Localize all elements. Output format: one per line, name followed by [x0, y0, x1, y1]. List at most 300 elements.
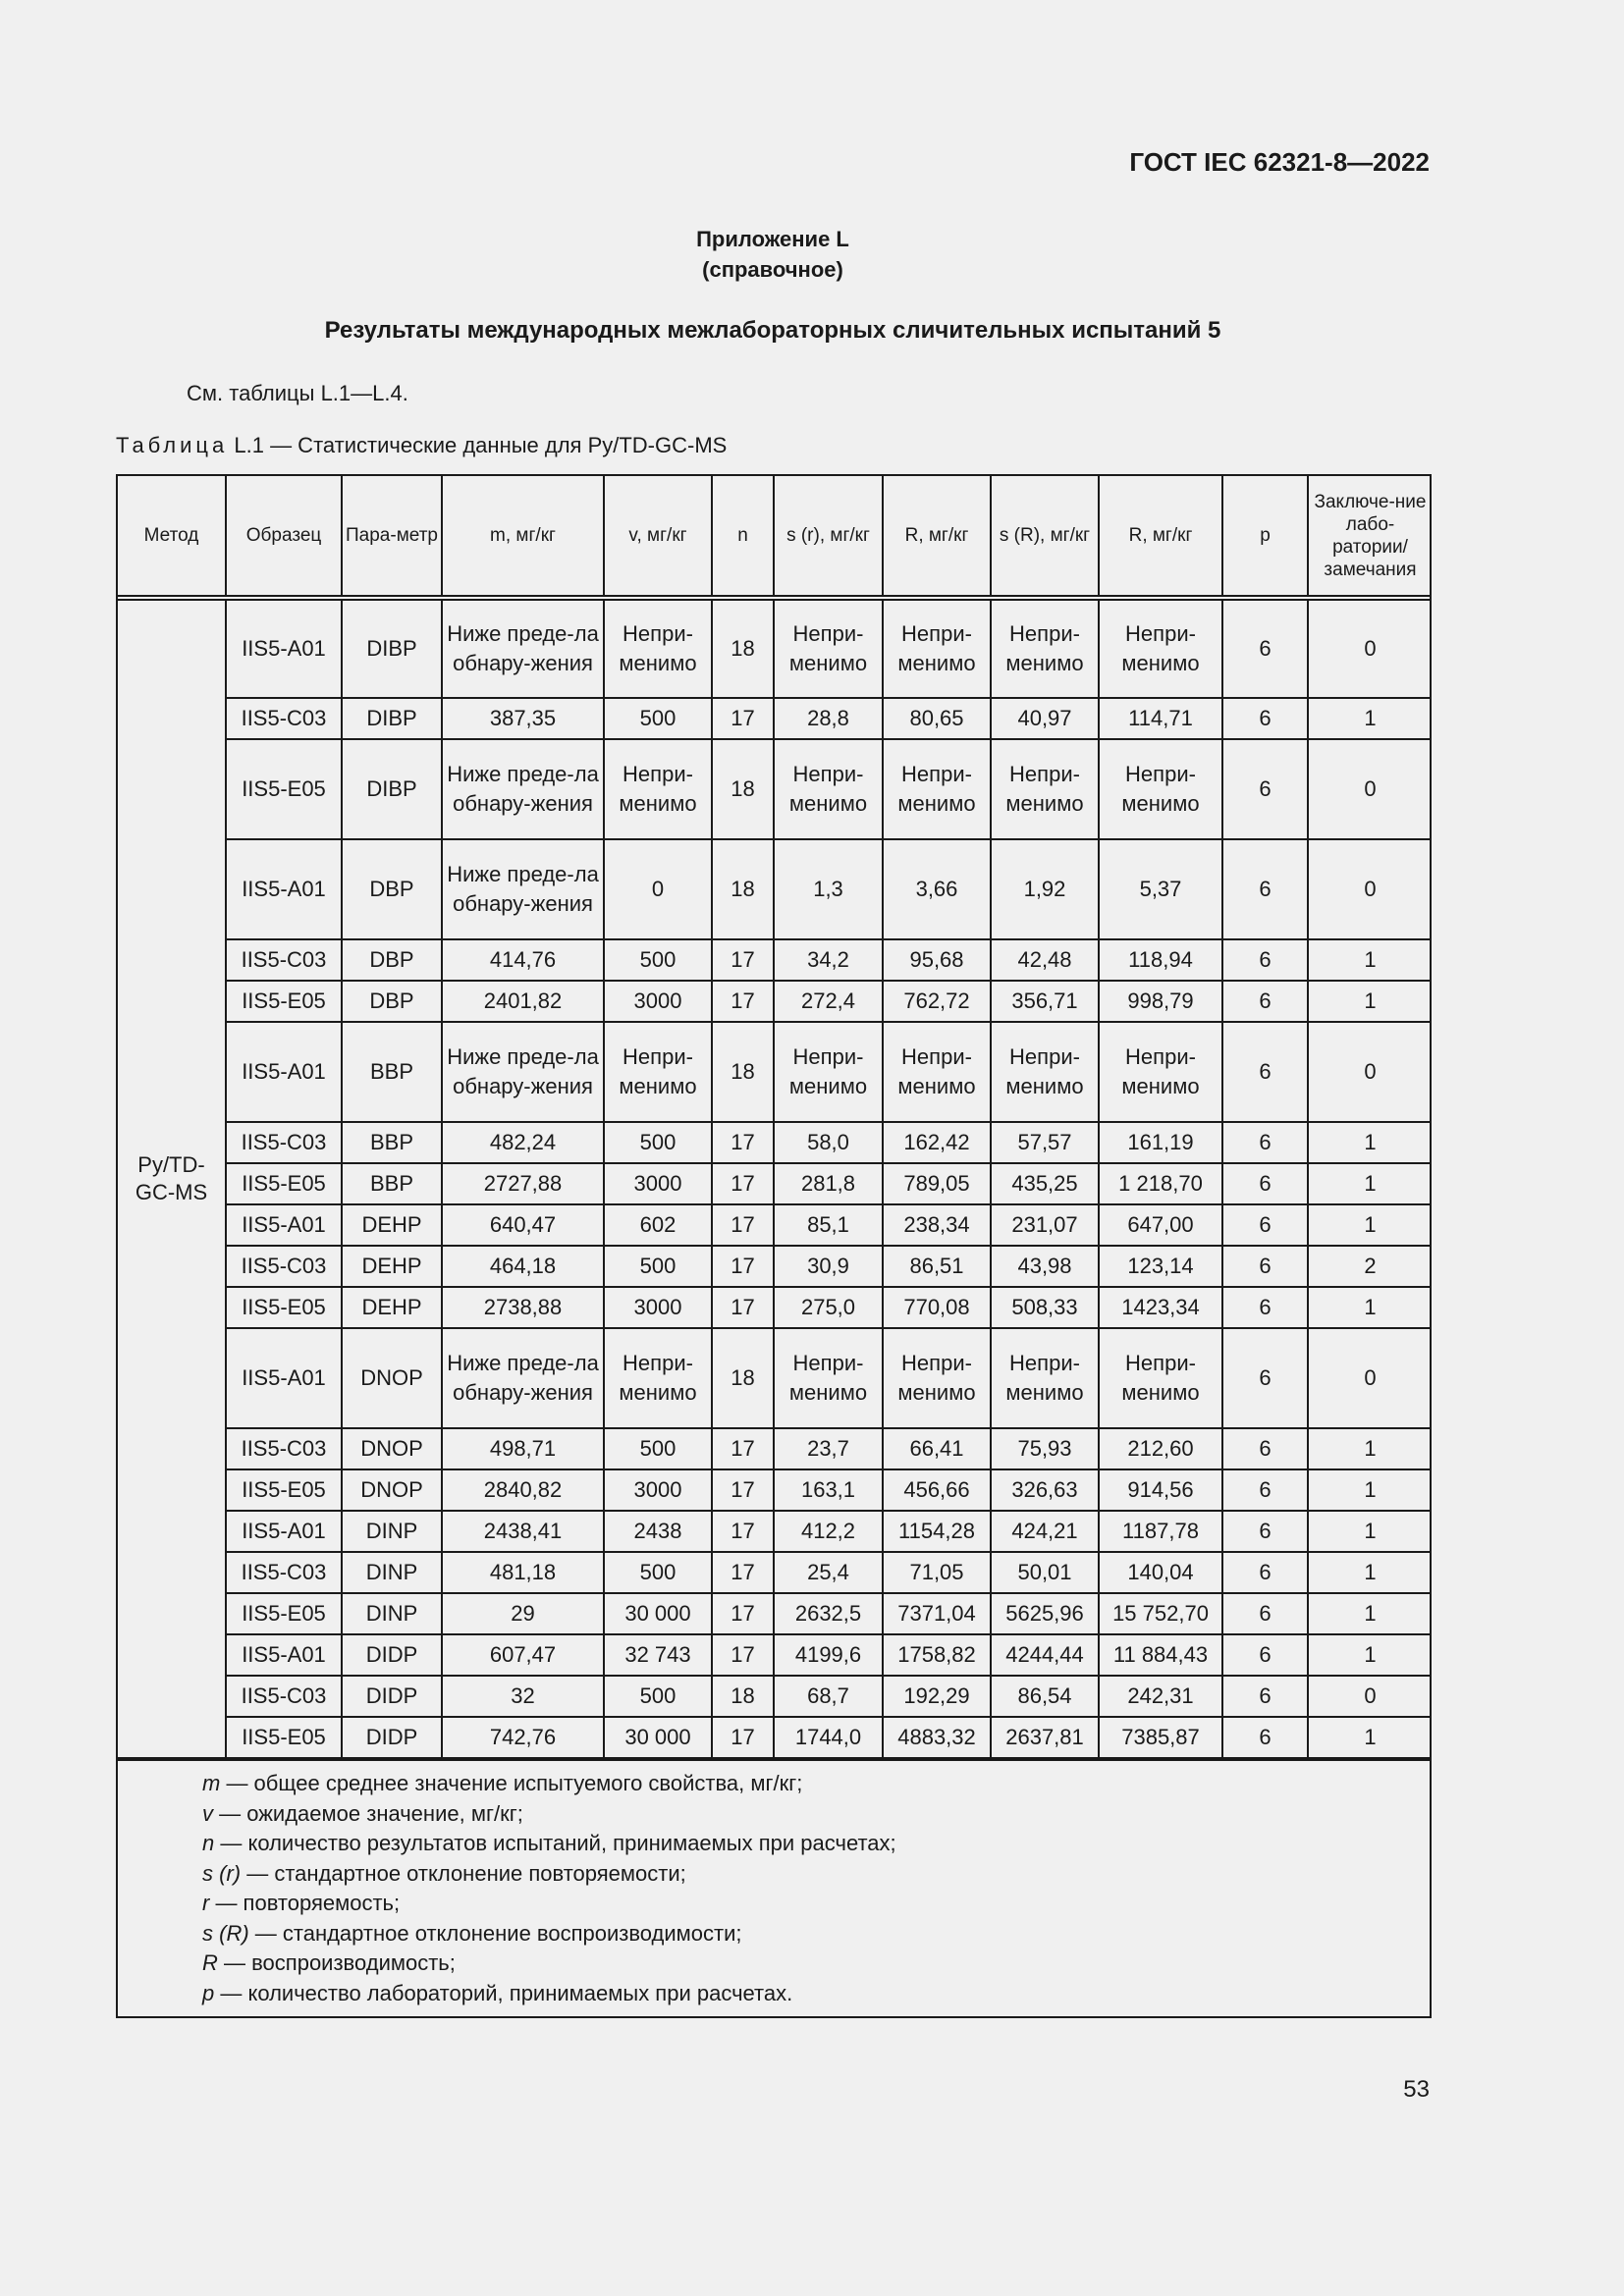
table-cell: 34,2 [774, 939, 883, 981]
table-cell: 80,65 [883, 698, 991, 739]
table-cell: 18 [712, 598, 774, 698]
table-cell: 6 [1222, 1204, 1308, 1246]
table-cell: 118,94 [1099, 939, 1222, 981]
table-cell: 30,9 [774, 1246, 883, 1287]
table-cell: 30 000 [604, 1593, 712, 1634]
table-cell: 998,79 [1099, 981, 1222, 1022]
table-cell: DINP [342, 1552, 442, 1593]
table-cell: Непри-менимо [604, 1022, 712, 1122]
table-cell: 4244,44 [991, 1634, 1099, 1676]
table-cell: 4199,6 [774, 1634, 883, 1676]
annex-heading [0, 224, 1545, 285]
table-body [118, 598, 1432, 1758]
column-header: Метод [118, 476, 226, 598]
table-cell: 1 [1308, 1428, 1432, 1469]
table-cell: 17 [712, 1593, 774, 1634]
table-cell: IIS5-A01 [226, 1511, 342, 1552]
table-cell: 2840,82 [442, 1469, 604, 1511]
column-header: v, мг/кг [604, 476, 712, 598]
table-cell: 161,19 [1099, 1122, 1222, 1163]
table-cell: 17 [712, 1511, 774, 1552]
table-cell: 6 [1222, 1717, 1308, 1758]
table-cell: 640,47 [442, 1204, 604, 1246]
table-cell: 29 [442, 1593, 604, 1634]
table-cell: 25,4 [774, 1552, 883, 1593]
table-cell: BBP [342, 1163, 442, 1204]
table-cell: 0 [1308, 739, 1432, 839]
table-cell: DIDP [342, 1634, 442, 1676]
table-cell: 5625,96 [991, 1593, 1099, 1634]
note-text: — количество результатов испытаний, принимаемых при расчетах; [214, 1831, 896, 1855]
table-cell: 1 [1308, 1511, 1432, 1552]
column-header: Образец [226, 476, 342, 598]
table-row [118, 1246, 1432, 1287]
table-cell: DINP [342, 1511, 442, 1552]
note-symbol: s (R) [202, 1920, 249, 1946]
table-cell: 500 [604, 1246, 712, 1287]
table-cell: Непри-менимо [883, 739, 991, 839]
table-cell: IIS5-A01 [226, 1204, 342, 1246]
table-cell: 326,63 [991, 1469, 1099, 1511]
statistics-table [118, 476, 1432, 1759]
table-cell: 18 [712, 739, 774, 839]
table-cell: 17 [712, 1287, 774, 1328]
table-row [118, 1163, 1432, 1204]
column-header: n [712, 476, 774, 598]
table-row [118, 839, 1432, 939]
table-cell: 6 [1222, 1022, 1308, 1122]
table-cell: 414,76 [442, 939, 604, 981]
table-cell: Непри-менимо [991, 598, 1099, 698]
table-row [118, 1676, 1432, 1717]
table-cell: Непри-менимо [1099, 739, 1222, 839]
table-cell: 0 [1308, 1328, 1432, 1428]
table-cell: IIS5-E05 [226, 1717, 342, 1758]
table-cell: IIS5-E05 [226, 1469, 342, 1511]
note-line [202, 1949, 1430, 1979]
table-cell: 17 [712, 698, 774, 739]
table-cell: 1 [1308, 1122, 1432, 1163]
table-cell: 1 [1308, 1552, 1432, 1593]
table-cell: 500 [604, 1428, 712, 1469]
column-header: p [1222, 476, 1308, 598]
table-cell: 1 [1308, 1593, 1432, 1634]
table-row [118, 981, 1432, 1022]
table-cell: Непри-менимо [1099, 1328, 1222, 1428]
table-cell: 272,4 [774, 981, 883, 1022]
table-caption-prefix: Таблица [116, 433, 229, 457]
table-cell: 6 [1222, 1287, 1308, 1328]
column-header: R, мг/кг [883, 476, 991, 598]
table-cell: 1744,0 [774, 1717, 883, 1758]
table-cell: 508,33 [991, 1287, 1099, 1328]
table-cell: 17 [712, 1122, 774, 1163]
table-cell: 2637,81 [991, 1717, 1099, 1758]
table-row [118, 1717, 1432, 1758]
table-cell: 5,37 [1099, 839, 1222, 939]
table-cell: 1 218,70 [1099, 1163, 1222, 1204]
table-cell: 6 [1222, 739, 1308, 839]
table-cell: IIS5-E05 [226, 1593, 342, 1634]
table-cell: 914,56 [1099, 1469, 1222, 1511]
table-cell: DIDP [342, 1717, 442, 1758]
table-cell: 1,92 [991, 839, 1099, 939]
table-cell: 464,18 [442, 1246, 604, 1287]
table-cell: 1 [1308, 1287, 1432, 1328]
table-cell: 1758,82 [883, 1634, 991, 1676]
table-cell: IIS5-E05 [226, 739, 342, 839]
note-symbol: p [202, 1980, 215, 2005]
intro-text: См. таблицы L.1—L.4. [187, 381, 408, 405]
table-cell: 500 [604, 939, 712, 981]
table-cell: 68,7 [774, 1676, 883, 1717]
table-cell: 3000 [604, 1469, 712, 1511]
method-cell: Py/TD-GC-MS [118, 598, 226, 1758]
table-cell: 242,31 [1099, 1676, 1222, 1717]
table-cell: Непри-менимо [991, 739, 1099, 839]
table-cell: 6 [1222, 1469, 1308, 1511]
table-cell: 57,57 [991, 1122, 1099, 1163]
table-cell: DBP [342, 839, 442, 939]
table-cell: 1154,28 [883, 1511, 991, 1552]
table-cell: 86,51 [883, 1246, 991, 1287]
table-cell: BBP [342, 1022, 442, 1122]
table-cell: 192,29 [883, 1676, 991, 1717]
table-cell: 86,54 [991, 1676, 1099, 1717]
column-header: Пара-метр [342, 476, 442, 598]
table-cell: Непри-менимо [774, 598, 883, 698]
table-cell: 1 [1308, 1469, 1432, 1511]
table-row [118, 739, 1432, 839]
table-cell: IIS5-A01 [226, 1634, 342, 1676]
table-cell: IIS5-C03 [226, 939, 342, 981]
table-cell: DIBP [342, 598, 442, 698]
table-cell: 281,8 [774, 1163, 883, 1204]
table-cell: DNOP [342, 1469, 442, 1511]
table-row [118, 1287, 1432, 1328]
table-cell: 212,60 [1099, 1428, 1222, 1469]
table-cell: 275,0 [774, 1287, 883, 1328]
table-cell: DEHP [342, 1246, 442, 1287]
table-cell: 17 [712, 1163, 774, 1204]
table-cell: 1423,34 [1099, 1287, 1222, 1328]
table-cell: 6 [1222, 1593, 1308, 1634]
table-cell: 2727,88 [442, 1163, 604, 1204]
table-cell: 500 [604, 1552, 712, 1593]
table-caption-text: L.1 — Статистические данные для Py/TD-GC-MS [228, 433, 728, 457]
table-cell: IIS5-C03 [226, 1428, 342, 1469]
table-cell: 3000 [604, 981, 712, 1022]
table-cell: 1187,78 [1099, 1511, 1222, 1552]
table-cell: 43,98 [991, 1246, 1099, 1287]
note-text: — стандартное отклонение повторяемости; [241, 1860, 686, 1886]
table-cell: 71,05 [883, 1552, 991, 1593]
table-cell: IIS5-C03 [226, 1676, 342, 1717]
table-cell: 607,47 [442, 1634, 604, 1676]
table-row [118, 1428, 1432, 1469]
table-cell: 15 752,70 [1099, 1593, 1222, 1634]
table-cell: 356,71 [991, 981, 1099, 1022]
note-line [202, 1799, 1430, 1830]
table-cell: IIS5-E05 [226, 981, 342, 1022]
table-cell: DBP [342, 939, 442, 981]
table-cell: 50,01 [991, 1552, 1099, 1593]
table-cell: 28,8 [774, 698, 883, 739]
table-caption [116, 433, 727, 458]
table-row [118, 1593, 1432, 1634]
table-row [118, 1469, 1432, 1511]
table-cell: 17 [712, 981, 774, 1022]
table-cell: 18 [712, 1328, 774, 1428]
table-cell: 6 [1222, 1676, 1308, 1717]
table-cell: IIS5-C03 [226, 1552, 342, 1593]
table-cell: DIBP [342, 698, 442, 739]
table-cell: 1,3 [774, 839, 883, 939]
table-cell: 412,2 [774, 1511, 883, 1552]
table-cell: 7385,87 [1099, 1717, 1222, 1758]
table-cell: DEHP [342, 1204, 442, 1246]
note-text: — количество лабораторий, принимаемых при расчетах. [214, 1980, 793, 2005]
table-cell: BBP [342, 1122, 442, 1163]
table-cell: 789,05 [883, 1163, 991, 1204]
table-cell: 140,04 [1099, 1552, 1222, 1593]
table-cell: 30 000 [604, 1717, 712, 1758]
table-cell: 2738,88 [442, 1287, 604, 1328]
table-cell: 0 [1308, 1022, 1432, 1122]
page-number: 53 [1403, 2076, 1430, 2103]
note-line [202, 1889, 1430, 1919]
table-cell: Непри-менимо [774, 739, 883, 839]
table-cell: 2 [1308, 1246, 1432, 1287]
table-cell: Ниже преде-ла обнару-жения [442, 1022, 604, 1122]
annex-type: (справочное) [702, 257, 843, 282]
table-cell: 6 [1222, 1428, 1308, 1469]
table-cell: Непри-менимо [1099, 1022, 1222, 1122]
table-cell: 2632,5 [774, 1593, 883, 1634]
table-cell: 0 [604, 839, 712, 939]
table-cell: IIS5-E05 [226, 1163, 342, 1204]
column-header: R, мг/кг [1099, 476, 1222, 598]
table-cell: 114,71 [1099, 698, 1222, 739]
table-cell: 17 [712, 1428, 774, 1469]
table-cell: 6 [1222, 981, 1308, 1022]
table-cell: DNOP [342, 1328, 442, 1428]
note-symbol: n [202, 1831, 215, 1855]
note-text: — стандартное отклонение воспроизводимости; [248, 1920, 742, 1946]
table-cell: DIBP [342, 739, 442, 839]
table-cell: 17 [712, 1469, 774, 1511]
table-cell: 456,66 [883, 1469, 991, 1511]
table-cell: 238,34 [883, 1204, 991, 1246]
table-cell: 23,7 [774, 1428, 883, 1469]
table-notes [118, 1759, 1430, 2016]
table-cell: 500 [604, 1122, 712, 1163]
table-cell: 435,25 [991, 1163, 1099, 1204]
table-cell: 58,0 [774, 1122, 883, 1163]
note-line [202, 1979, 1430, 2009]
table-cell: IIS5-C03 [226, 698, 342, 739]
table-cell: Непри-менимо [774, 1022, 883, 1122]
note-symbol: s (r) [202, 1860, 242, 1886]
table-cell: 17 [712, 1204, 774, 1246]
table-cell: 6 [1222, 1122, 1308, 1163]
table-cell: 1 [1308, 981, 1432, 1022]
table-cell: Непри-менимо [991, 1022, 1099, 1122]
table-cell: 0 [1308, 839, 1432, 939]
table-cell: 18 [712, 1022, 774, 1122]
table-cell: 66,41 [883, 1428, 991, 1469]
table-cell: 647,00 [1099, 1204, 1222, 1246]
table-cell: 1 [1308, 1204, 1432, 1246]
table-cell: 17 [712, 1552, 774, 1593]
data-table-frame [116, 474, 1432, 2018]
annex-title: Приложение L [696, 227, 849, 251]
table-cell: 6 [1222, 939, 1308, 981]
column-header: s (R), мг/кг [991, 476, 1099, 598]
table-cell: 32 [442, 1676, 604, 1717]
table-row [118, 698, 1432, 739]
note-line [202, 1859, 1430, 1890]
table-cell: 424,21 [991, 1511, 1099, 1552]
table-cell: Ниже преде-ла обнару-жения [442, 739, 604, 839]
table-cell: 42,48 [991, 939, 1099, 981]
table-row [118, 1511, 1432, 1552]
note-line [202, 1919, 1430, 1949]
table-row [118, 1328, 1432, 1428]
table-cell: IIS5-C03 [226, 1246, 342, 1287]
table-row [118, 1022, 1432, 1122]
note-symbol: R [202, 1950, 218, 1975]
table-cell: Непри-менимо [604, 739, 712, 839]
annex-main-title: Результаты международных межлабораторных сличительных испытаний 5 [324, 317, 1221, 344]
table-cell: 6 [1222, 1511, 1308, 1552]
table-row [118, 1552, 1432, 1593]
table-cell: 32 743 [604, 1634, 712, 1676]
table-row [118, 939, 1432, 981]
table-cell: 498,71 [442, 1428, 604, 1469]
table-cell: 3000 [604, 1287, 712, 1328]
table-cell: 500 [604, 698, 712, 739]
table-cell: 163,1 [774, 1469, 883, 1511]
table-cell: 95,68 [883, 939, 991, 981]
table-cell: 18 [712, 1676, 774, 1717]
note-symbol: m [202, 1771, 221, 1795]
note-symbol: v [202, 1800, 213, 1826]
table-cell: Непри-менимо [883, 598, 991, 698]
table-cell: DIDP [342, 1676, 442, 1717]
table-cell: IIS5-A01 [226, 1328, 342, 1428]
table-cell: 17 [712, 1246, 774, 1287]
table-cell: 6 [1222, 1552, 1308, 1593]
table-cell: 231,07 [991, 1204, 1099, 1246]
table-cell: 123,14 [1099, 1246, 1222, 1287]
table-row [118, 598, 1432, 698]
table-cell: 75,93 [991, 1428, 1099, 1469]
table-cell: 18 [712, 839, 774, 939]
table-cell: 6 [1222, 1163, 1308, 1204]
table-cell: 40,97 [991, 698, 1099, 739]
table-cell: 1 [1308, 1163, 1432, 1204]
table-cell: 6 [1222, 598, 1308, 698]
table-cell: Непри-менимо [774, 1328, 883, 1428]
table-row [118, 1122, 1432, 1163]
table-cell: 2438,41 [442, 1511, 604, 1552]
table-cell: 602 [604, 1204, 712, 1246]
table-cell: Ниже преде-ла обнару-жения [442, 598, 604, 698]
note-line [202, 1769, 1430, 1799]
note-text: — повторяемость; [209, 1891, 401, 1915]
table-cell: 0 [1308, 598, 1432, 698]
table-cell: 17 [712, 1717, 774, 1758]
table-cell: Непри-менимо [883, 1328, 991, 1428]
table-cell: 1 [1308, 1634, 1432, 1676]
table-cell: 2438 [604, 1511, 712, 1552]
table-cell: Непри-менимо [1099, 598, 1222, 698]
table-cell: 481,18 [442, 1552, 604, 1593]
table-cell: 742,76 [442, 1717, 604, 1758]
table-cell: 1 [1308, 698, 1432, 739]
note-line [202, 1829, 1430, 1859]
table-cell: 2401,82 [442, 981, 604, 1022]
table-cell: Непри-менимо [883, 1022, 991, 1122]
table-cell: 3000 [604, 1163, 712, 1204]
table-cell: 6 [1222, 698, 1308, 739]
table-row [118, 1204, 1432, 1246]
table-cell: Ниже преде-ла обнару-жения [442, 839, 604, 939]
table-cell: 770,08 [883, 1287, 991, 1328]
table-cell: 6 [1222, 1246, 1308, 1287]
note-symbol: r [202, 1891, 210, 1915]
table-cell: 482,24 [442, 1122, 604, 1163]
table-cell: 1 [1308, 939, 1432, 981]
table-cell: 500 [604, 1676, 712, 1717]
table-cell: 17 [712, 939, 774, 981]
table-cell: Непри-менимо [604, 1328, 712, 1428]
table-cell: 85,1 [774, 1204, 883, 1246]
table-cell: 387,35 [442, 698, 604, 739]
table-cell: IIS5-C03 [226, 1122, 342, 1163]
table-cell: 162,42 [883, 1122, 991, 1163]
column-header: s (r), мг/кг [774, 476, 883, 598]
table-cell: Ниже преде-ла обнару-жения [442, 1328, 604, 1428]
table-cell: 6 [1222, 1634, 1308, 1676]
table-cell: IIS5-A01 [226, 598, 342, 698]
table-cell: 762,72 [883, 981, 991, 1022]
table-cell: 3,66 [883, 839, 991, 939]
column-header: m, мг/кг [442, 476, 604, 598]
table-cell: 6 [1222, 1328, 1308, 1428]
table-cell: IIS5-A01 [226, 1022, 342, 1122]
table-cell: 6 [1222, 839, 1308, 939]
standard-code: ГОСТ IEC 62321-8—2022 [1129, 147, 1430, 177]
table-cell: DBP [342, 981, 442, 1022]
table-cell: 0 [1308, 1676, 1432, 1717]
table-cell: 1 [1308, 1717, 1432, 1758]
table-cell: IIS5-A01 [226, 839, 342, 939]
table-cell: Непри-менимо [991, 1328, 1099, 1428]
table-header-row [118, 476, 1432, 598]
table-cell: DINP [342, 1593, 442, 1634]
table-cell: DNOP [342, 1428, 442, 1469]
table-cell: 4883,32 [883, 1717, 991, 1758]
table-cell: IIS5-E05 [226, 1287, 342, 1328]
note-text: — общее среднее значение испытуемого свойства, мг/кг; [220, 1771, 803, 1795]
table-row [118, 1634, 1432, 1676]
table-cell: 7371,04 [883, 1593, 991, 1634]
note-text: — воспроизводимость; [217, 1950, 456, 1975]
table-cell: DEHP [342, 1287, 442, 1328]
table-cell: Непри-менимо [604, 598, 712, 698]
